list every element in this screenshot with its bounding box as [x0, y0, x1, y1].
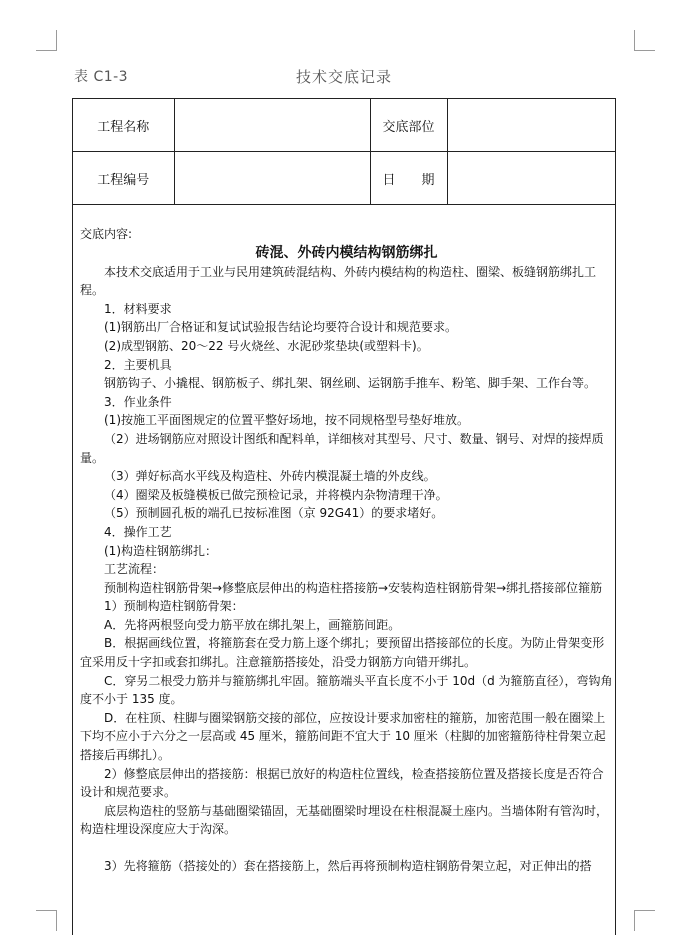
form-code: 表 C1-3 [74, 69, 129, 85]
paragraph: （5）预制圆孔板的端孔已按标准图（京 92G41）的要求堵好。 [104, 506, 444, 521]
info-row-2 [73, 152, 616, 205]
content-heading: 砖混、外砖内模结构钢筋绑扎 [255, 244, 438, 261]
paragraph: 2）修整底层伸出的搭接筋：根据已放好的构造柱位置线，检查搭接筋位置及搭接长度是否符合设计和规范要求。 [80, 766, 604, 800]
paragraph: 预制构造柱钢筋骨架→修整底层伸出的构造柱搭接筋→安装构造柱钢筋骨架→绑扎搭接部位箍筋 [104, 580, 603, 595]
info-table [73, 99, 616, 205]
paragraph: 底层构造柱的竖筋与基础圈梁锚固，无基础圈梁时埋设在柱根混凝土座内。当墙体附有管沟时，构造柱埋设深度应大于沟深。 [80, 803, 609, 837]
date-field[interactable] [447, 152, 616, 205]
paragraph: B．根据画线位置，将箍筋套在受力筋上逐个绑扎；要预留出搭接部位的长度。为防止骨架变形宜采用反十字扣或套扣绑扎。注意箍筋搭接处，沿受力钢筋方向错开绑扎。 [80, 636, 605, 670]
paragraph: 4．操作工艺 [104, 524, 172, 539]
page-title: 技术交底记录 [296, 68, 393, 86]
crop-mark-top-left [36, 30, 57, 51]
paragraph: C．穿另二根受力筋并与箍筋绑扎牢固。箍筋端头平直长度不小于 10d（d 为箍筋直径），弯钩角度不小于 135 度。 [80, 673, 613, 707]
paragraph: 钢筋钩子、小撬棍、钢筋板子、绑扎架、钢丝刷、运钢筋手推车、粉笔、脚手架、工作台等。 [104, 376, 597, 391]
info-row-1 [73, 99, 616, 152]
paragraph: （3）弹好标高水平线及构造柱、外砖内模混凝土墙的外皮线。 [104, 469, 436, 484]
project-no-field[interactable] [174, 152, 370, 205]
paragraph: D．在柱顶、柱脚与圈梁钢筋交接的部位，应按设计要求加密柱的箍筋，加密范围一般在圈梁上下均不应小于六分之一层高或 45 厘米，箍筋间距不宜大于 10 厘米（柱脚的加密箍筋待柱骨架立起搭接后再绑扎）。 [80, 710, 606, 763]
project-name-label: 工程名称 [73, 99, 174, 152]
paragraph: 1．材料要求 [104, 301, 172, 316]
record-sheet [72, 98, 616, 935]
paragraph: 本技术交底适用于工业与民用建筑砖混结构、外砖内模结构的构造柱、圈梁、板缝钢筋绑扎工程。 [80, 264, 597, 298]
project-no-label: 工程编号 [73, 152, 174, 205]
location-field[interactable] [447, 99, 616, 152]
blank-line [80, 839, 613, 857]
paragraph: A．先将两根竖向受力筋平放在绑扎架上，画箍筋间距。 [104, 617, 401, 632]
paragraph: 1）预制构造柱钢筋骨架： [104, 599, 244, 614]
crop-mark-top-right [634, 30, 655, 51]
paragraph: 3）先将箍筋（搭接处的）套在搭接筋上，然后再将预制构造柱钢筋骨架立起，对正伸出的搭 [104, 859, 592, 873]
paragraph: （4）圈梁及板缝模板已做完预检记录，并将模内杂物清理干净。 [104, 487, 448, 502]
content-label: 交底内容: [80, 227, 133, 241]
crop-mark-bottom-left [36, 910, 57, 931]
project-name-field[interactable] [174, 99, 370, 152]
paragraph: (1)构造柱钢筋绑扎： [104, 543, 217, 558]
paragraph: （2）进场钢筋应对照设计图纸和配料单，详细核对其型号、尺寸、数量、钢号、对焊的接焊质量。 [80, 431, 604, 465]
paragraph: (1)钢筋出厂合格证和复试试验报告结论均要符合设计和规范要求。 [104, 320, 458, 335]
location-label: 交底部位 [370, 99, 447, 152]
crop-mark-bottom-right [634, 910, 655, 931]
paragraph: (1)按施工平面图规定的位置平整好场地，按不同规格型号垫好堆放。 [104, 413, 470, 428]
date-label: 日 期 [370, 152, 447, 205]
paragraph: 工艺流程： [104, 562, 165, 577]
content-area [73, 205, 615, 876]
paragraph: (2)成型钢筋、20～22 号火烧丝、水泥砂浆垫块(或塑料卡)。 [104, 338, 429, 353]
paragraph: 2．主要机具 [104, 357, 172, 372]
page-header [74, 64, 616, 88]
paragraph: 3．作业条件 [104, 394, 172, 409]
